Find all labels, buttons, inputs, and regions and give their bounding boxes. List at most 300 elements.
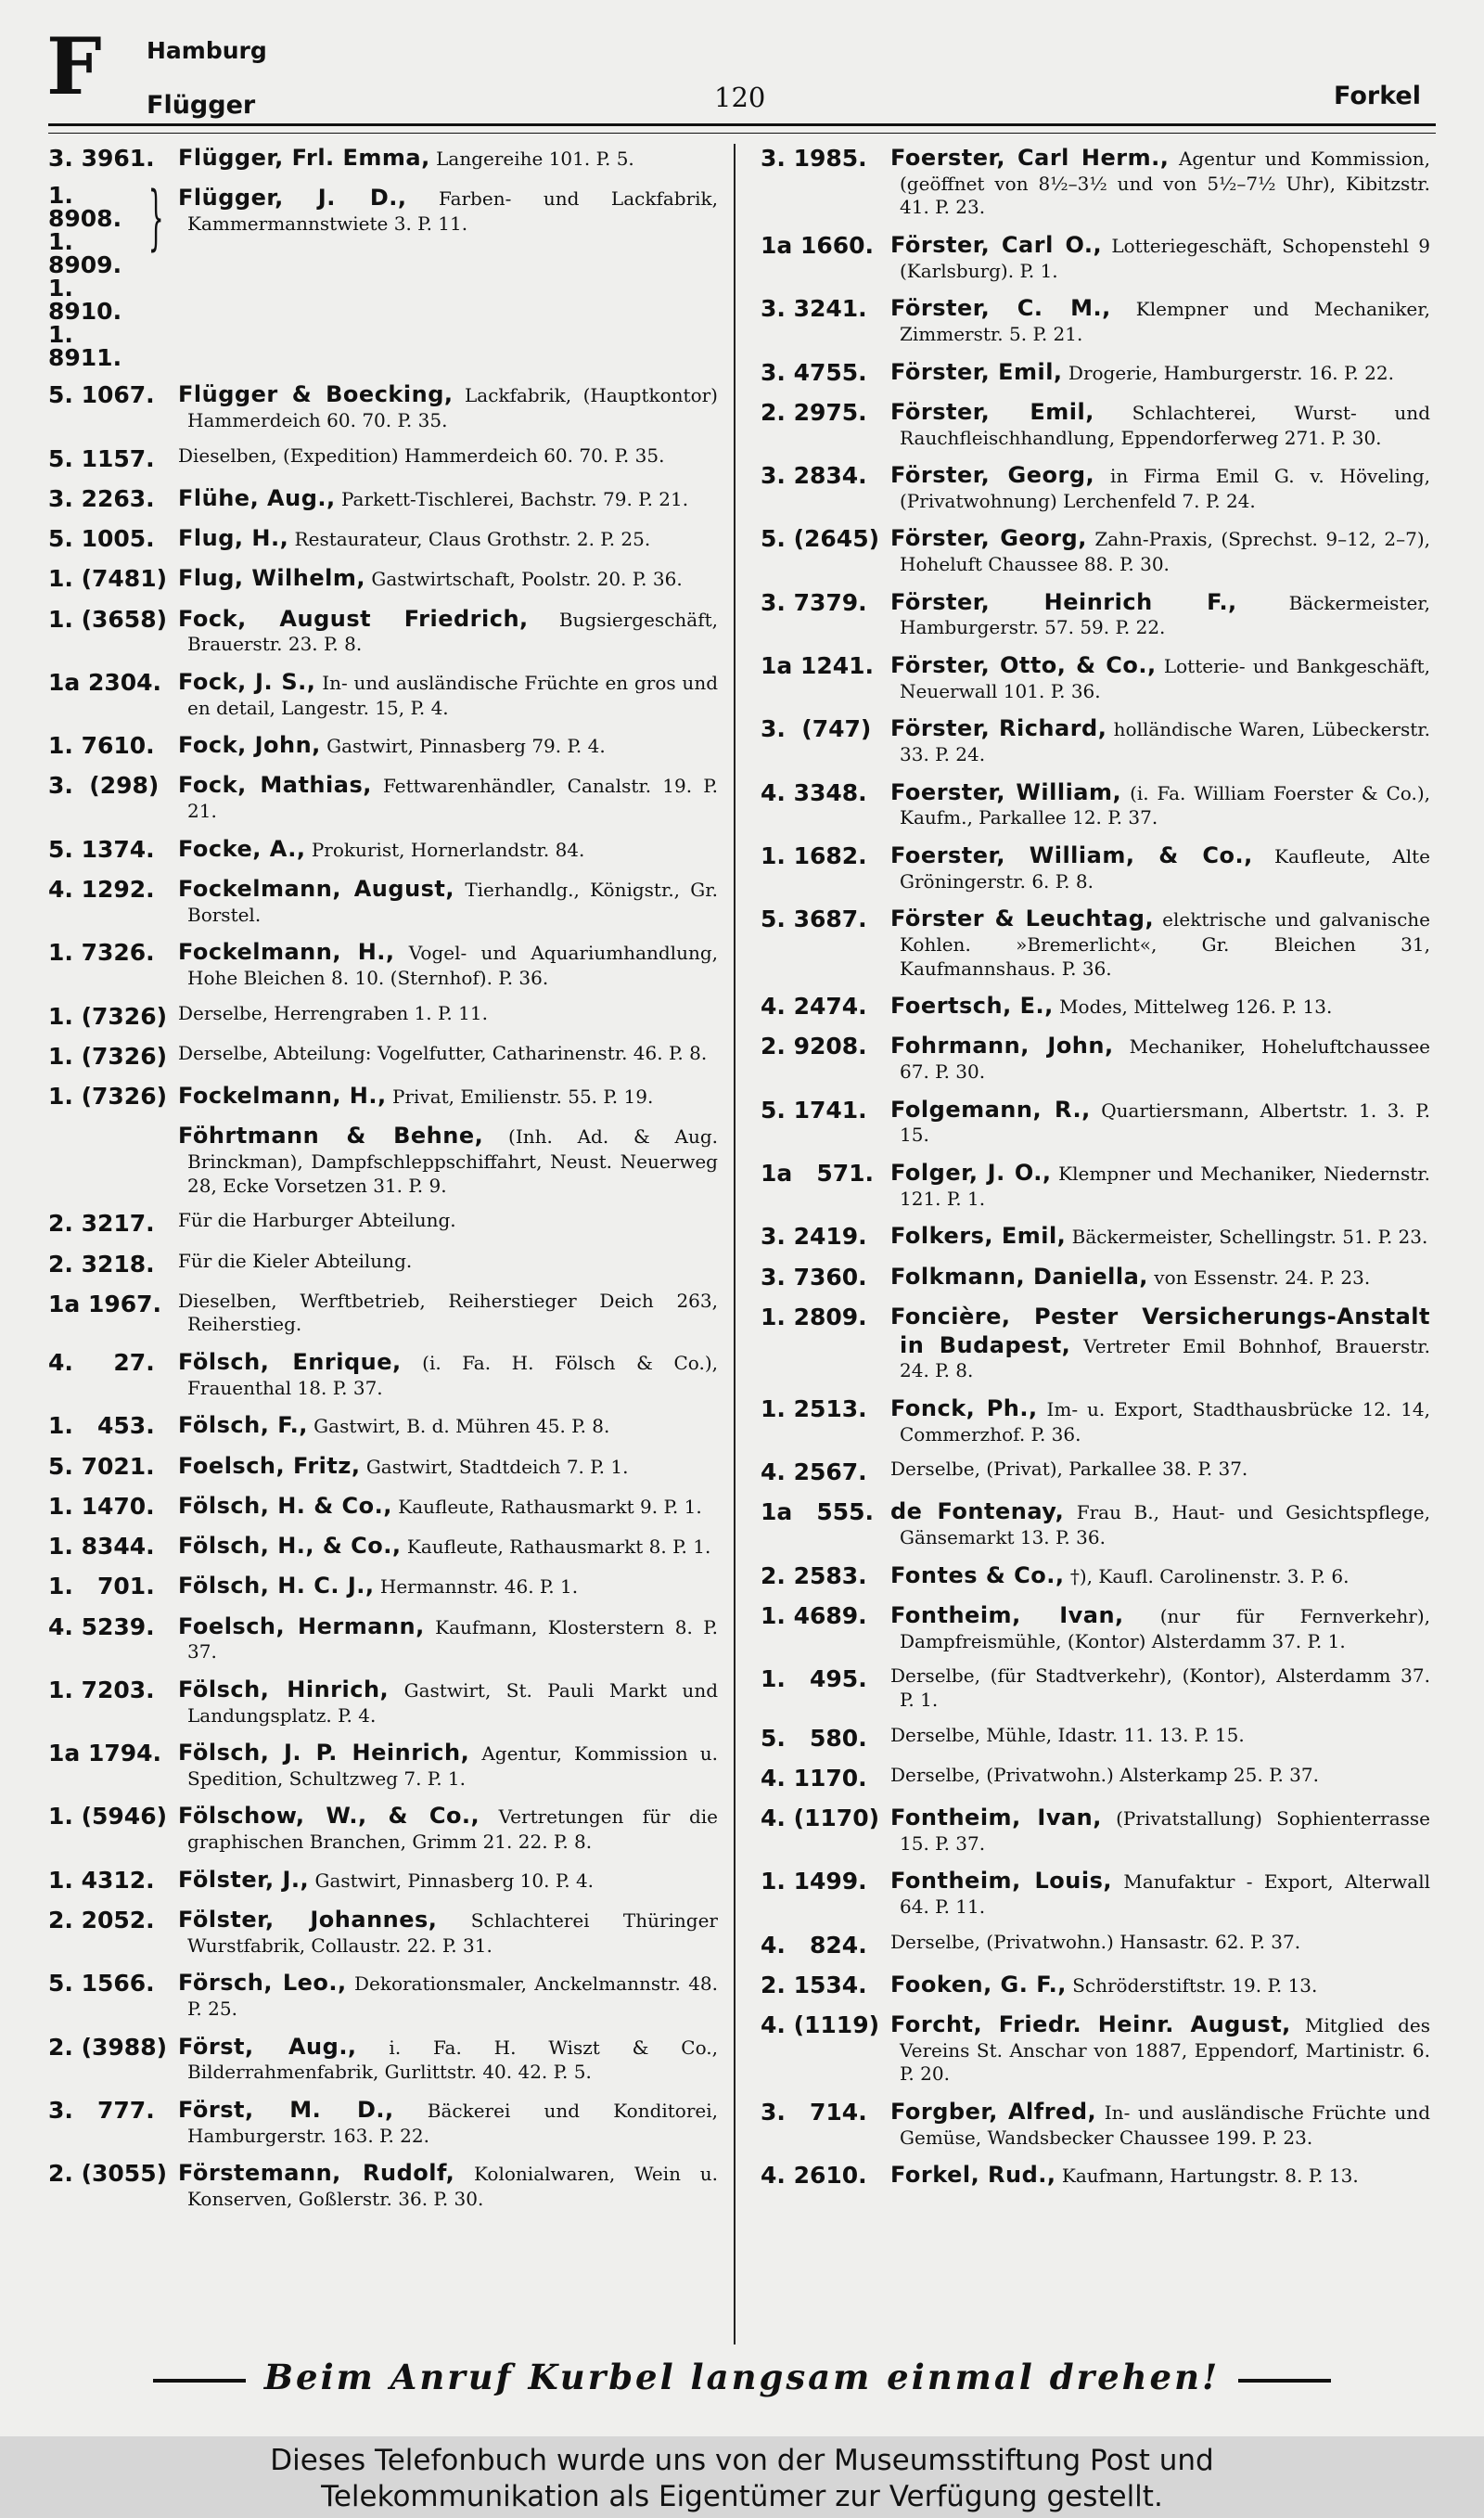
entry-details: Gastwirtschaft, Poolstr. 20. P. 36. xyxy=(371,568,683,591)
phone-number: 4. 2474. xyxy=(761,993,867,1021)
phone-number: 1. 1470. xyxy=(48,1492,155,1520)
entry-body xyxy=(178,1348,718,1400)
directory-entry xyxy=(761,1096,1430,1148)
entry-body xyxy=(178,1532,718,1561)
phone-number: 1. 8910. xyxy=(48,275,122,326)
directory-entry xyxy=(48,1122,718,1198)
directory-entry xyxy=(48,1612,718,1664)
directory-entry xyxy=(48,1042,718,1071)
entry-details: Agentur und Kommission, (geöffnet von 8½–3½ und von 5½–7½ Uhr), Kibitzstr. 41. P. 23. xyxy=(900,148,1431,219)
entry-body xyxy=(890,651,1430,703)
phone-number: 3. 7379. xyxy=(761,588,867,616)
entry-body xyxy=(178,771,718,823)
subscriber-name: Fölsch, J. P. Heinrich, xyxy=(178,1740,470,1766)
directory-entry xyxy=(761,144,1430,220)
entry-body xyxy=(178,380,718,432)
phone-number: 5. 7021. xyxy=(48,1452,155,1480)
subscriber-name: Flühe, Aug., xyxy=(178,484,336,511)
entry-body xyxy=(890,294,1430,346)
entry-details: (nur für Fernverkehr), Dampfreismühle, (Kontor) Alsterdamm 37. P. 1. xyxy=(900,1605,1430,1652)
phone-number: 1. 1682. xyxy=(761,841,867,869)
entry-body xyxy=(890,358,1430,387)
subscriber-name: Folkers, Emil, xyxy=(890,1223,1067,1250)
phone-number: 4. 1170. xyxy=(761,1764,867,1792)
entry-details: Derselbe, (für Stadtverkehr), (Kontor), Alsterdamm 37. P. 1. xyxy=(890,1664,1430,1711)
phone-number: 1. 8909. xyxy=(48,228,122,279)
subscriber-name: Fölsch, H. & Co., xyxy=(178,1492,392,1519)
directory-entry xyxy=(48,1290,718,1337)
directory-entry xyxy=(761,1867,1430,1919)
entry-details: Für die Kieler Abteilung. xyxy=(178,1249,413,1272)
subscriber-name: Fölster, J., xyxy=(178,1866,310,1893)
phone-number: 1. 8908. xyxy=(48,182,122,233)
entry-details: Derselbe, Abteilung: Vogelfutter, Catharinenstr. 46. P. 8. xyxy=(178,1041,708,1064)
entry-body xyxy=(178,1411,718,1440)
entry-body xyxy=(890,1931,1430,1955)
entry-body xyxy=(178,1866,718,1895)
entry-body xyxy=(178,1572,718,1600)
entry-details: Kaufmann, Hartungstr. 8. P. 13. xyxy=(1061,2165,1359,2188)
entry-body xyxy=(178,835,718,864)
directory-entry xyxy=(761,588,1430,640)
entry-details: Bäckerei und Konditorei, Hamburgerstr. 163. P. 22. xyxy=(187,2099,718,2147)
directory-entry xyxy=(48,1739,718,1791)
directory-entry xyxy=(761,1804,1430,1856)
directory-entry xyxy=(48,771,718,823)
directory-entry xyxy=(761,841,1430,893)
directory-entry xyxy=(48,1002,718,1031)
entry-details: Kaufleute, Rathausmarkt 9. P. 1. xyxy=(398,1495,702,1518)
subscriber-name: Foncière, Pester Versicherungs-Anstalt in Budapest, xyxy=(890,1303,1430,1358)
entry-body xyxy=(178,605,718,657)
entry-details: i. Fa. H. Wiszt & Co., Bilderrahmenfabrik, Gurlittstr. 40. 42. P. 5. xyxy=(187,2036,719,2084)
entry-details: holländische Waren, Lübeckerstr. 33. P. 24. xyxy=(900,718,1430,766)
directory-entry xyxy=(761,1263,1430,1291)
entry-details: Drogerie, Hamburgerstr. 16. P. 22. xyxy=(1068,361,1394,384)
directory-entry xyxy=(48,2033,718,2085)
subscriber-name: Förster, Georg, xyxy=(890,525,1087,552)
directory-entry xyxy=(48,484,718,513)
entry-body xyxy=(178,2159,718,2211)
directory-entry xyxy=(761,1222,1430,1251)
phone-number: 1a 1660. xyxy=(761,231,875,259)
entry-details: Gastwirt, St. Pauli Markt und Landungsplatz. P. 4. xyxy=(187,1678,719,1727)
entry-body xyxy=(890,398,1430,450)
entry-body xyxy=(178,1802,718,1854)
subscriber-name: Flügger & Boecking, xyxy=(178,381,454,408)
entry-details: Langereihe 101. P. 5. xyxy=(436,148,634,170)
subscriber-name: Förster & Leuchtag, xyxy=(890,906,1155,932)
entry-body xyxy=(178,875,718,927)
entry-body xyxy=(178,524,718,553)
entry-body xyxy=(890,1601,1430,1653)
directory-entry xyxy=(48,835,718,864)
entry-details: In- und ausländische Früchte und Gemüse, Wandsbecker Chaussee 199. P. 23. xyxy=(900,2101,1430,2149)
directory-entry xyxy=(761,294,1430,346)
directory-entry xyxy=(761,1458,1430,1486)
entry-body xyxy=(178,484,718,513)
directory-entry xyxy=(48,1209,718,1238)
phone-number-list xyxy=(48,182,139,372)
entry-body xyxy=(178,1969,718,2021)
entry-body xyxy=(890,2098,1430,2150)
caption-line-1: Dieses Telefonbuch wurde uns von der Museumsstiftung Post und xyxy=(270,2444,1214,2477)
subscriber-name: Foerster, William, & Co., xyxy=(890,841,1253,868)
phone-number: 3. 7360. xyxy=(761,1263,867,1291)
phone-number: 2. 2975. xyxy=(761,398,867,426)
phone-number: 1. 701. xyxy=(48,1573,155,1600)
entry-details: Farben- und Lackfabrik, Kammermannstwiete 3. P. 11. xyxy=(187,187,719,235)
directory-entry xyxy=(761,1497,1430,1549)
phone-number: 1. 8344. xyxy=(48,1533,155,1561)
subscriber-name: Först, Aug., xyxy=(178,2033,357,2060)
entry-details: In- und ausländische Früchte en gros und en detail, Langestr. 15, P. 4. xyxy=(187,671,719,719)
phone-number: 3. (298) xyxy=(48,772,160,800)
page-number: 120 xyxy=(714,82,766,113)
directory-entry xyxy=(761,1303,1430,1383)
entry-body xyxy=(890,1804,1430,1856)
entry-details: Dieselben, (Expedition) Hammerdeich 60. 70. P. 35. xyxy=(178,443,665,467)
entry-details: Mechaniker, Hoheluftchaussee 67. P. 30. xyxy=(900,1035,1430,1084)
entry-details: Derselbe, (Privat), Parkallee 38. P. 37. xyxy=(890,1458,1248,1481)
entry-body xyxy=(178,1676,718,1728)
subscriber-name: Foerster, Carl Herm., xyxy=(890,145,1170,171)
directory-entry xyxy=(761,524,1430,576)
phone-number: 5. 1741. xyxy=(761,1096,867,1124)
phone-number: 4. 824. xyxy=(761,1931,867,1959)
entry-body xyxy=(178,668,718,720)
entry-body xyxy=(890,231,1430,283)
entry-details: Bugsiergeschäft, Brauerstr. 23. P. 8. xyxy=(187,608,719,656)
phone-number: 4. (1119) xyxy=(761,2011,880,2039)
subscriber-name: Folgemann, R., xyxy=(890,1096,1091,1123)
entry-body xyxy=(890,524,1430,576)
entry-details: (i. Fa. William Foerster & Co.), Kaufm., Parkallee 12. P. 37. xyxy=(900,781,1430,829)
directory-entry xyxy=(48,1452,718,1481)
phone-number: 1. 4312. xyxy=(48,1866,155,1894)
entry-body xyxy=(178,1122,718,1198)
phone-number: 2. 2583. xyxy=(761,1561,867,1589)
directory-entry xyxy=(48,1802,718,1854)
entry-details: Klempner und Mechaniker, Niedernstr. 121. P. 1. xyxy=(900,1163,1430,1210)
entry-body xyxy=(178,1452,718,1481)
subscriber-name: Föhrtmann & Behne, xyxy=(178,1123,484,1150)
entry-details: Kaufleute, Rathausmarkt 8. P. 1. xyxy=(406,1535,711,1559)
phone-number: 5. 1374. xyxy=(48,835,155,863)
directory-entry xyxy=(761,1159,1430,1211)
subscriber-name: Foelsch, Hermann, xyxy=(178,1612,425,1639)
subscriber-name: Forcht, Friedr. Heinr. August, xyxy=(890,2011,1291,2038)
subscriber-name: Förster, Richard, xyxy=(890,715,1107,742)
entry-body xyxy=(890,1867,1430,1919)
phone-number: 1. (5946) xyxy=(48,1803,168,1831)
phone-number: 4. 1292. xyxy=(48,876,155,903)
entry-body xyxy=(890,714,1430,766)
phone-number: 1. (7326) xyxy=(48,1002,168,1030)
entry-details: †), Kaufl. Carolinenstr. 3. P. 6. xyxy=(1069,1564,1350,1587)
directory-entry xyxy=(761,714,1430,766)
subscriber-name: Fockelmann, August, xyxy=(178,876,455,902)
phone-number: 3. 2834. xyxy=(761,462,867,490)
caption xyxy=(0,2443,1484,2515)
subscriber-name: Förster, Heinrich F., xyxy=(890,588,1237,615)
phone-number-group xyxy=(48,175,178,372)
phone-number: 1a 571. xyxy=(761,1160,875,1188)
subscriber-name: Fock, Mathias, xyxy=(178,772,372,799)
entry-details: Schröderstiftstr. 19. P. 13. xyxy=(1072,1973,1318,1997)
entry-details: Privat, Emilienstr. 55. P. 19. xyxy=(391,1086,654,1109)
directory-entry xyxy=(761,1601,1430,1653)
entry-details: Derselbe, Herrengraben 1. P. 11. xyxy=(178,1001,488,1024)
entry-body xyxy=(178,1250,718,1274)
entry-details: Kaufmann, Klosterstern 8. P. 37. xyxy=(187,1615,718,1664)
directory-entry xyxy=(761,992,1430,1021)
subscriber-name: Fölschow, W., & Co., xyxy=(178,1803,480,1830)
entry-body xyxy=(178,2033,718,2085)
subscriber-name: Forgber, Alfred, xyxy=(890,2099,1097,2126)
phone-number: 1. (7326) xyxy=(48,1042,168,1070)
subscriber-name: Fonck, Ph., xyxy=(890,1394,1038,1421)
directory-entry xyxy=(48,938,718,990)
entry-body xyxy=(890,1394,1430,1446)
entry-details: Fettwarenhändler, Canalstr. 19. P. 21. xyxy=(187,775,718,823)
entry-details: Lotteriegeschäft, Schopenstehl 9 (Karlsburg). P. 1. xyxy=(900,234,1430,282)
subscriber-name: Folkmann, Daniella, xyxy=(890,1263,1148,1290)
entry-details: Vertreter Emil Bohnhof, Brauerstr. 24. P. 8. xyxy=(900,1334,1430,1382)
directory-entry xyxy=(48,175,719,372)
entry-body xyxy=(890,778,1430,830)
entry-body xyxy=(890,2011,1430,2087)
entry-details: Vertretungen für die graphischen Branchen, Grimm 21. 22. P. 8. xyxy=(187,1805,719,1854)
directory-entry xyxy=(48,1082,718,1111)
subscriber-name: Förster, Emil, xyxy=(890,358,1063,385)
directory-entry xyxy=(761,398,1430,450)
subscriber-name: Fölsch, H. C. J., xyxy=(178,1573,375,1599)
entry-body xyxy=(178,1002,718,1026)
entry-details: Gastwirt, Stadtdeich 7. P. 1. xyxy=(365,1455,629,1478)
entry-body xyxy=(178,938,718,990)
entry-body xyxy=(890,588,1430,640)
phone-number: 4. 3348. xyxy=(761,778,867,806)
entry-details: Mitglied des Vereins St. Anschar von 1887, Eppendorf, Martinistr. 6. P. 20. xyxy=(900,2014,1430,2086)
subscriber-name: Flügger, J. D., xyxy=(178,185,407,212)
entry-body xyxy=(178,564,718,593)
subscriber-name: Fölsch, Enrique, xyxy=(178,1348,402,1375)
entry-details: Kaufleute, Alte Gröningerstr. 6. P. 8. xyxy=(900,844,1431,893)
phone-number: 3. 4755. xyxy=(761,358,867,386)
phone-number: 1. 2809. xyxy=(761,1303,867,1330)
phone-number: 5. 3687. xyxy=(761,906,867,933)
directory-entry xyxy=(48,444,718,473)
right-column xyxy=(761,144,1430,2202)
entry-body xyxy=(890,461,1430,513)
phone-number: 4. (1170) xyxy=(761,1805,880,1832)
subscriber-name: Flug, Wilhelm, xyxy=(178,565,365,592)
entry-details: in Firma Emil G. v. Höveling, (Privatwohnung) Lerchenfeld 7. P. 24. xyxy=(900,465,1430,512)
phone-number: 5. 1566. xyxy=(48,1970,155,1998)
caption-line-2: Telekommunikation als Eigentümer zur Verfügung gestellt. xyxy=(321,2480,1163,2514)
entry-body xyxy=(890,1159,1430,1211)
phone-number: 5. (2645) xyxy=(761,525,880,553)
phone-number: 4. 2567. xyxy=(761,1458,867,1486)
subscriber-name: Fontes & Co., xyxy=(890,1561,1065,1588)
entry-body xyxy=(178,1739,718,1791)
entry-body xyxy=(890,1664,1430,1712)
footer-dash-left xyxy=(153,2379,246,2383)
subscriber-name: Fölsch, Hinrich, xyxy=(178,1676,390,1702)
phone-number: 1a 2304. xyxy=(48,668,162,696)
left-column xyxy=(48,144,718,2223)
phone-number: 2. 2052. xyxy=(48,1907,155,1934)
phone-number: 1. 2513. xyxy=(761,1394,867,1422)
phone-number: 1a 1241. xyxy=(761,652,875,680)
directory-entry xyxy=(48,1348,718,1400)
right-guide-word: Forkel xyxy=(1333,82,1421,110)
entry-details: Prokurist, Hornerlandstr. 84. xyxy=(311,838,585,861)
entry-details: Dieselben, Werftbetrieb, Reiherstieger Deich 263, Reiherstieg. xyxy=(178,1289,718,1336)
phone-number: 1. (7326) xyxy=(48,1083,168,1111)
phone-number: 2. (3988) xyxy=(48,2033,168,2061)
directory-entry xyxy=(48,1411,718,1440)
entry-details: Manufaktur - Export, Alterwall 64. P. 11. xyxy=(900,1870,1430,1919)
entry-details: Hermannstr. 46. P. 1. xyxy=(379,1575,579,1599)
city-heading: Hamburg xyxy=(147,37,267,64)
entry-details: Für die Harburger Abteilung. xyxy=(178,1209,456,1232)
subscriber-name: Fock, John, xyxy=(178,732,321,759)
directory-entry xyxy=(48,1250,718,1278)
directory-entry xyxy=(48,1492,718,1521)
subscriber-name: Fontheim, Ivan, xyxy=(890,1805,1102,1831)
subscriber-name: Fölsch, F., xyxy=(178,1412,308,1439)
subscriber-name: Förstemann, Rudolf, xyxy=(178,2160,455,2187)
phone-number: 3. 777. xyxy=(48,2096,155,2124)
phone-number: 1. 453. xyxy=(48,1412,155,1440)
phone-number: 1. 495. xyxy=(761,1665,867,1693)
directory-entry xyxy=(761,2011,1430,2087)
phone-number: 5. 1157. xyxy=(48,444,155,472)
directory-entry xyxy=(48,875,718,927)
phone-number: 1. 7203. xyxy=(48,1676,155,1703)
entry-details: Im- u. Export, Stadthausbrücke 12. 14, Commerzhof. P. 36. xyxy=(900,1397,1430,1445)
entry-details: Lotterie- und Bankgeschäft, Neuerwall 101. P. 36. xyxy=(900,655,1430,702)
phone-number: 2. 3217. xyxy=(48,1210,155,1238)
phone-number: 3. 3961. xyxy=(48,145,155,172)
entry-body xyxy=(178,1492,718,1521)
phone-number: 1. 8911. xyxy=(48,321,122,372)
phone-number: 5. 1005. xyxy=(48,525,155,553)
directory-entry xyxy=(761,1931,1430,1959)
entry-details: (Privatstallung) Sophienterrasse 15. P. 37. xyxy=(900,1807,1430,1855)
entry-body xyxy=(178,1209,718,1233)
phone-number: 1. 7610. xyxy=(48,732,155,760)
entry-body xyxy=(178,1290,718,1337)
entry-details: Gastwirt, B. d. Mühren 45. P. 8. xyxy=(313,1415,610,1438)
subscriber-name: Flug, H., xyxy=(178,525,289,552)
phone-number: 3. 2419. xyxy=(761,1223,867,1251)
entry-body xyxy=(178,144,718,173)
entry-details: Parkett-Tischlerei, Bachstr. 79. P. 21. xyxy=(340,487,689,510)
entry-details: (Inh. Ad. & Aug. Brinckman), Dampfschleppschiffahrt, Neust. Neuerweg 28, Ecke Vorsetzen 31. P. 9. xyxy=(187,1125,718,1197)
left-guide-word: Flügger xyxy=(147,91,256,120)
subscriber-name: Fockelmann, H., xyxy=(178,939,395,966)
subscriber-name: Fontheim, Louis, xyxy=(890,1868,1113,1895)
directory-entry xyxy=(761,1032,1430,1084)
brace-symbol: } xyxy=(147,175,164,259)
directory-entry xyxy=(761,1724,1430,1753)
subscriber-name: Försch, Leo., xyxy=(178,1970,347,1997)
phone-number: 5. 580. xyxy=(761,1724,867,1752)
directory-entry xyxy=(48,1906,718,1958)
entry-body xyxy=(890,2161,1430,2190)
directory-entry xyxy=(761,905,1430,981)
entry-details: Lackfabrik, (Hauptkontor) Hammerdeich 60. 70. P. 35. xyxy=(187,384,718,431)
directory-entry xyxy=(761,358,1430,387)
phone-number: 5. 1067. xyxy=(48,381,155,409)
header-rule-thin xyxy=(48,133,1436,134)
entry-details: (i. Fa. H. Fölsch & Co.), Frauenthal 18. P. 37. xyxy=(187,1351,718,1399)
phone-number: 1a 1794. xyxy=(48,1740,162,1767)
phone-number: 1. (7481) xyxy=(48,565,168,593)
subscriber-name: Fölster, Johannes, xyxy=(178,1907,438,1933)
entry-details: Schlachterei Thüringer Wurstfabrik, Collaustr. 22. P. 31. xyxy=(187,1909,718,1957)
directory-entry xyxy=(48,524,718,553)
entry-details: Dekorationsmaler, Anckelmannstr. 48. P. 25. xyxy=(187,1972,719,2021)
phone-number: 1. 4689. xyxy=(761,1602,867,1630)
phone-number: 1. 1499. xyxy=(761,1868,867,1895)
entry-body xyxy=(890,1497,1430,1549)
directory-entry xyxy=(761,1664,1430,1712)
phone-number: 3. 1985. xyxy=(761,145,867,172)
subscriber-name: Foelsch, Fritz, xyxy=(178,1452,361,1479)
entry-details: Frau B., Haut- und Gesichtspflege, Gänsemarkt 13. P. 36. xyxy=(900,1501,1430,1549)
entry-body xyxy=(890,1561,1430,1590)
entry-body xyxy=(178,1906,718,1958)
subscriber-name: Folger, J. O., xyxy=(890,1160,1052,1187)
subscriber-name: Focke, A., xyxy=(178,835,306,862)
phone-number: 2. 1534. xyxy=(761,1971,867,1998)
subscriber-name: Förster, Georg, xyxy=(890,462,1095,489)
subscriber-name: Fohrmann, John, xyxy=(890,1033,1114,1060)
entry-details: Klempner und Mechaniker, Zimmerstr. 5. P. 21. xyxy=(900,298,1430,345)
directory-entry xyxy=(48,1969,718,2021)
phone-number: 1. 7326. xyxy=(48,939,155,967)
subscriber-name: Förster, C. M., xyxy=(890,295,1111,322)
entry-body xyxy=(890,1032,1430,1084)
entry-body xyxy=(178,2096,718,2148)
directory-entry xyxy=(48,144,718,173)
directory-entry xyxy=(761,461,1430,513)
directory-entry xyxy=(48,2159,718,2211)
phone-number: 4. 27. xyxy=(48,1348,155,1376)
subscriber-name: Fooken, G. F., xyxy=(890,1971,1067,1998)
footer-dash-right xyxy=(1238,2379,1331,2383)
phone-number: 2. 3218. xyxy=(48,1250,155,1278)
directory-entry xyxy=(48,1676,718,1728)
phone-number: 3. 2263. xyxy=(48,484,155,512)
entry-body xyxy=(178,731,718,760)
entry-body xyxy=(890,1458,1430,1482)
directory-entry xyxy=(48,1532,718,1561)
entry-body xyxy=(890,1263,1430,1291)
subscriber-name: de Fontenay, xyxy=(890,1498,1065,1525)
subscriber-name: Först, M. D., xyxy=(178,2096,394,2123)
subscriber-name: Fock, J. S., xyxy=(178,668,316,695)
phone-number: 1a 555. xyxy=(761,1498,875,1526)
entry-body xyxy=(178,1042,718,1066)
subscriber-name: Fölsch, H., & Co., xyxy=(178,1533,402,1560)
subscriber-name: Förster, Carl O., xyxy=(890,231,1103,258)
directory-entry xyxy=(761,651,1430,703)
